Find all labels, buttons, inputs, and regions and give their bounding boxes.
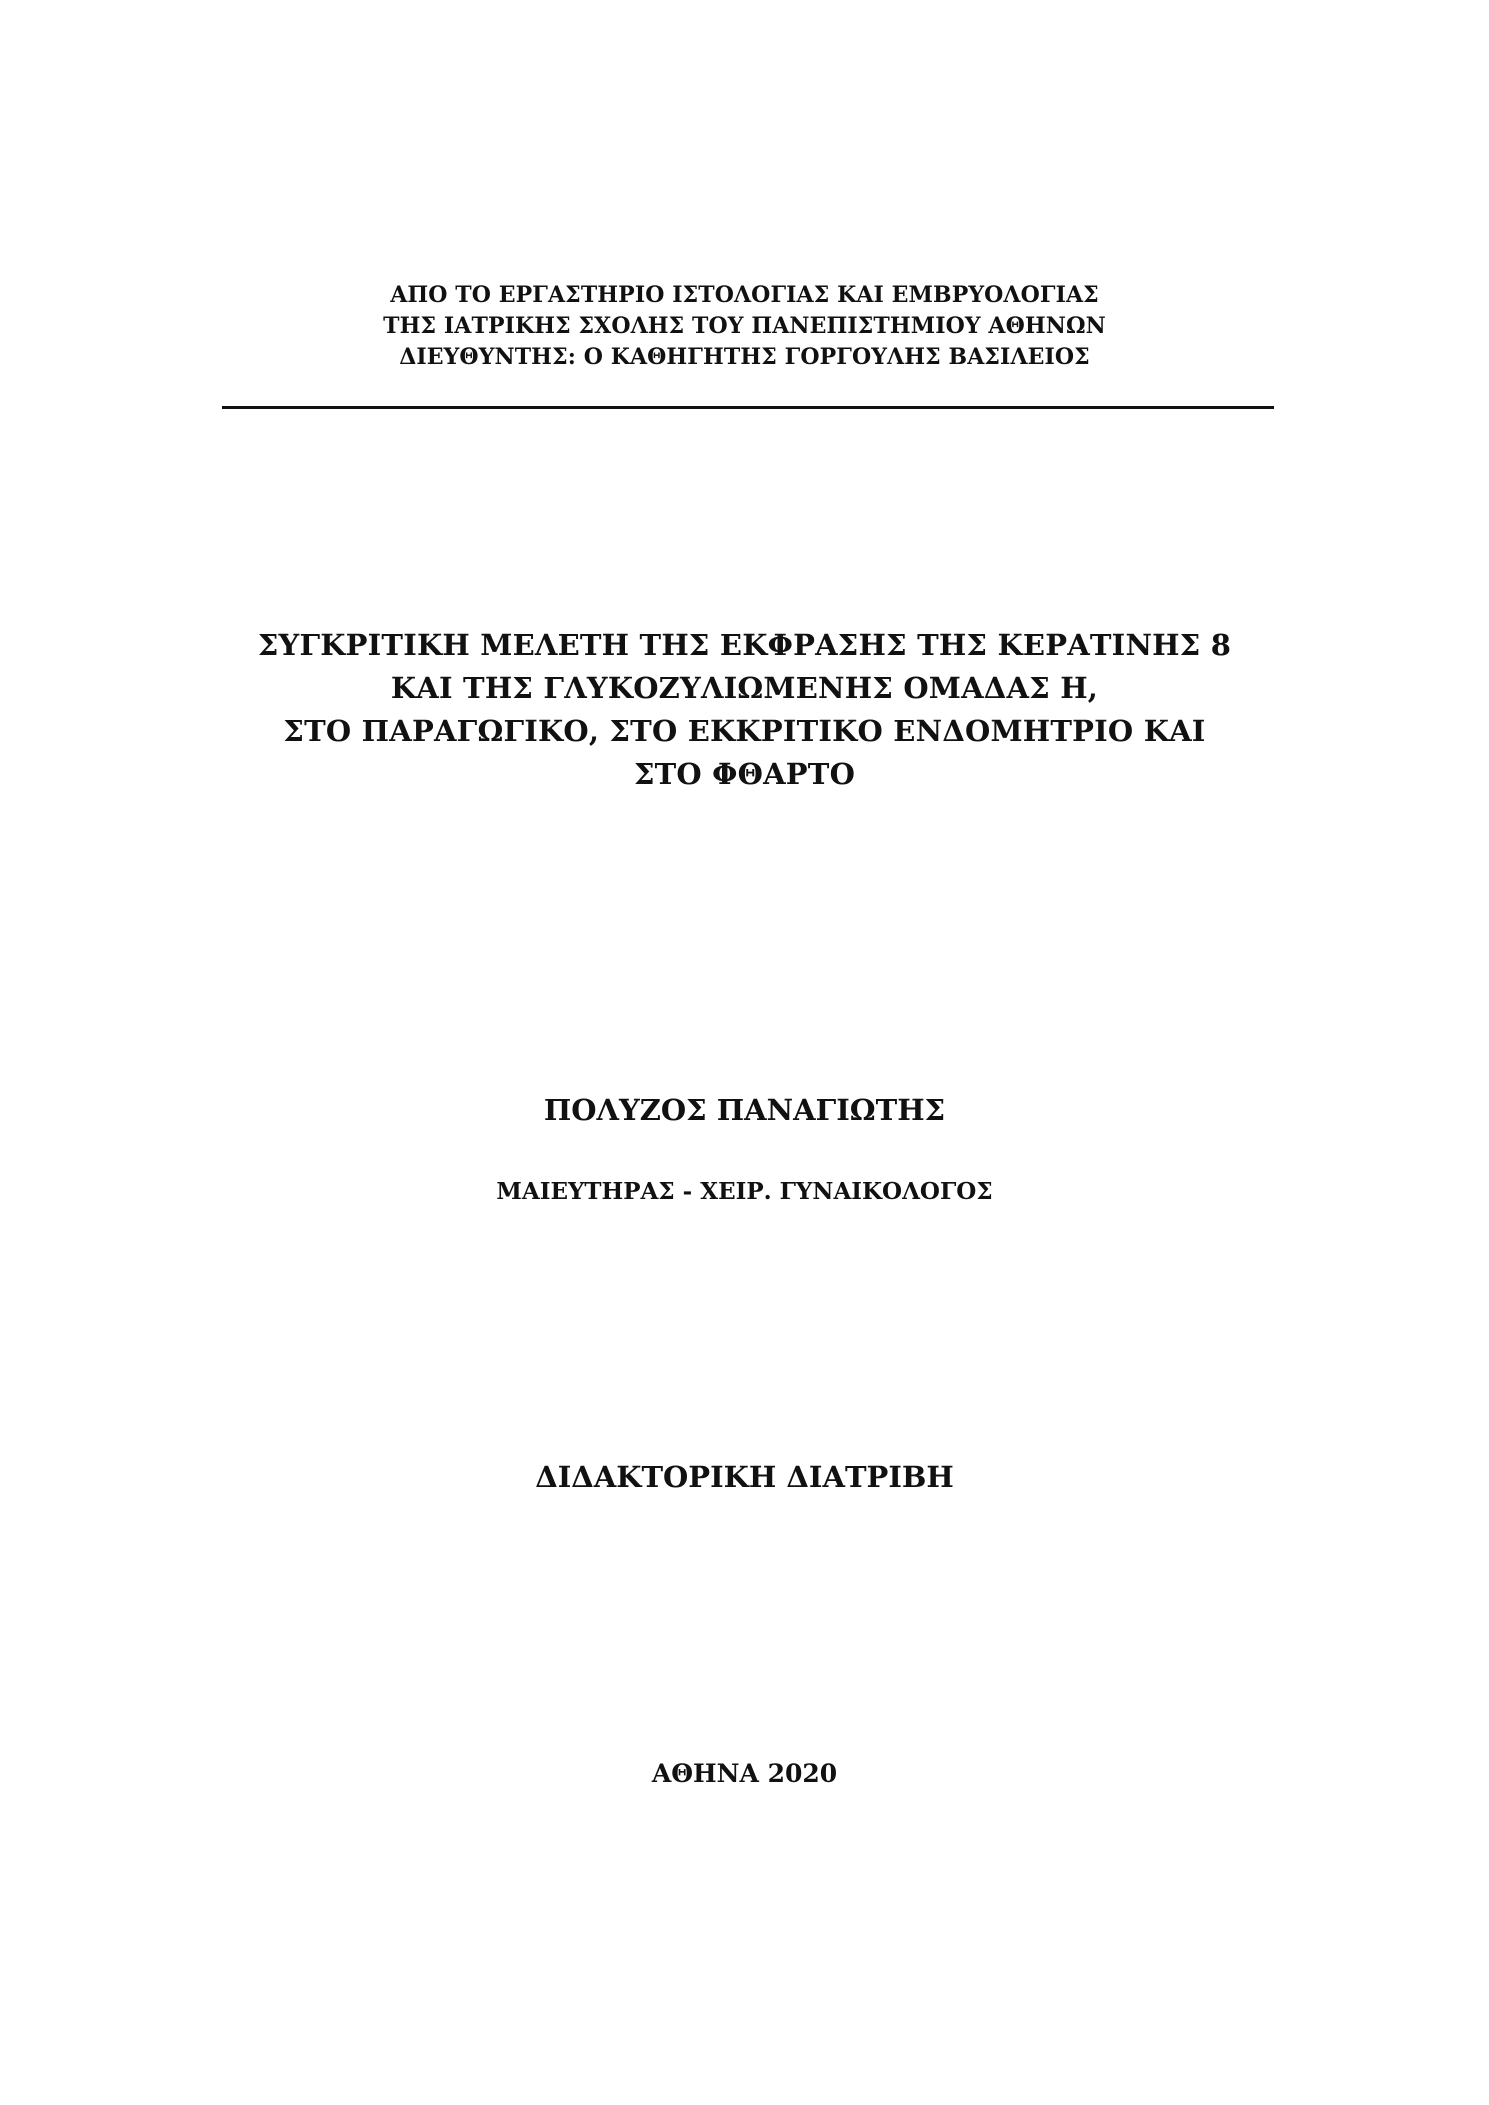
title-line-2: ΚΑΙ ΤΗΣ ΓΛΥΚΟΖΥΛΙΩΜΕΝΗΣ ΟΜΑΔΑΣ Η, bbox=[390, 671, 1099, 705]
header-line-school: ΤΗΣ ΙΑΤΡΙΚΗΣ ΣΧΟΛΗΣ ΤΟΥ ΠΑΝΕΠΙΣΤΗΜΙΟΥ ΑΘΗΝΩΝ bbox=[383, 313, 1106, 339]
document-type: ΔΙΔΑΚΤΟΡΙΚΗ ΔΙΑΤΡΙΒΗ bbox=[535, 1460, 954, 1494]
thesis-title bbox=[0, 624, 1489, 796]
place-and-year: ΑΘΗΝΑ 2020 bbox=[651, 1759, 838, 1788]
author-profession: ΜΑΙΕΥΤΗΡΑΣ - ΧΕΙΡ. ΓΥΝΑΙΚΟΛΟΓΟΣ bbox=[496, 1178, 993, 1205]
header-divider bbox=[222, 406, 1274, 409]
header-line-lab: ΑΠΟ ΤΟ ΕΡΓΑΣΤΗΡΙΟ ΙΣΤΟΛΟΓΙΑΣ ΚΑΙ ΕΜΒΡΥΟΛΟΓΙΑΣ bbox=[390, 282, 1099, 308]
header-line-director: ΔΙΕΥΘΥΝΤΗΣ: Ο ΚΑΘΗΓΗΤΗΣ ΓΟΡΓΟΥΛΗΣ ΒΑΣΙΛΕΙΟΣ bbox=[399, 344, 1090, 370]
author-name: ΠΟΛΥΖΟΣ ΠΑΝΑΓΙΩΤΗΣ bbox=[543, 1093, 946, 1127]
title-line-3: ΣΤΟ ΠΑΡΑΓΩΓΙΚΟ, ΣΤΟ ΕΚΚΡΙΤΙΚΟ ΕΝΔΟΜΗΤΡΙΟ ΚΑΙ bbox=[283, 714, 1206, 748]
institution-header bbox=[0, 280, 1489, 373]
title-line-4: ΣΤΟ ΦΘΑΡΤΟ bbox=[633, 757, 856, 791]
title-line-1: ΣΥΓΚΡΙΤΙΚΗ ΜΕΛΕΤΗ ΤΗΣ ΕΚΦΡΑΣΗΣ ΤΗΣ ΚΕΡΑΤΙΝΗΣ 8 bbox=[257, 628, 1232, 662]
